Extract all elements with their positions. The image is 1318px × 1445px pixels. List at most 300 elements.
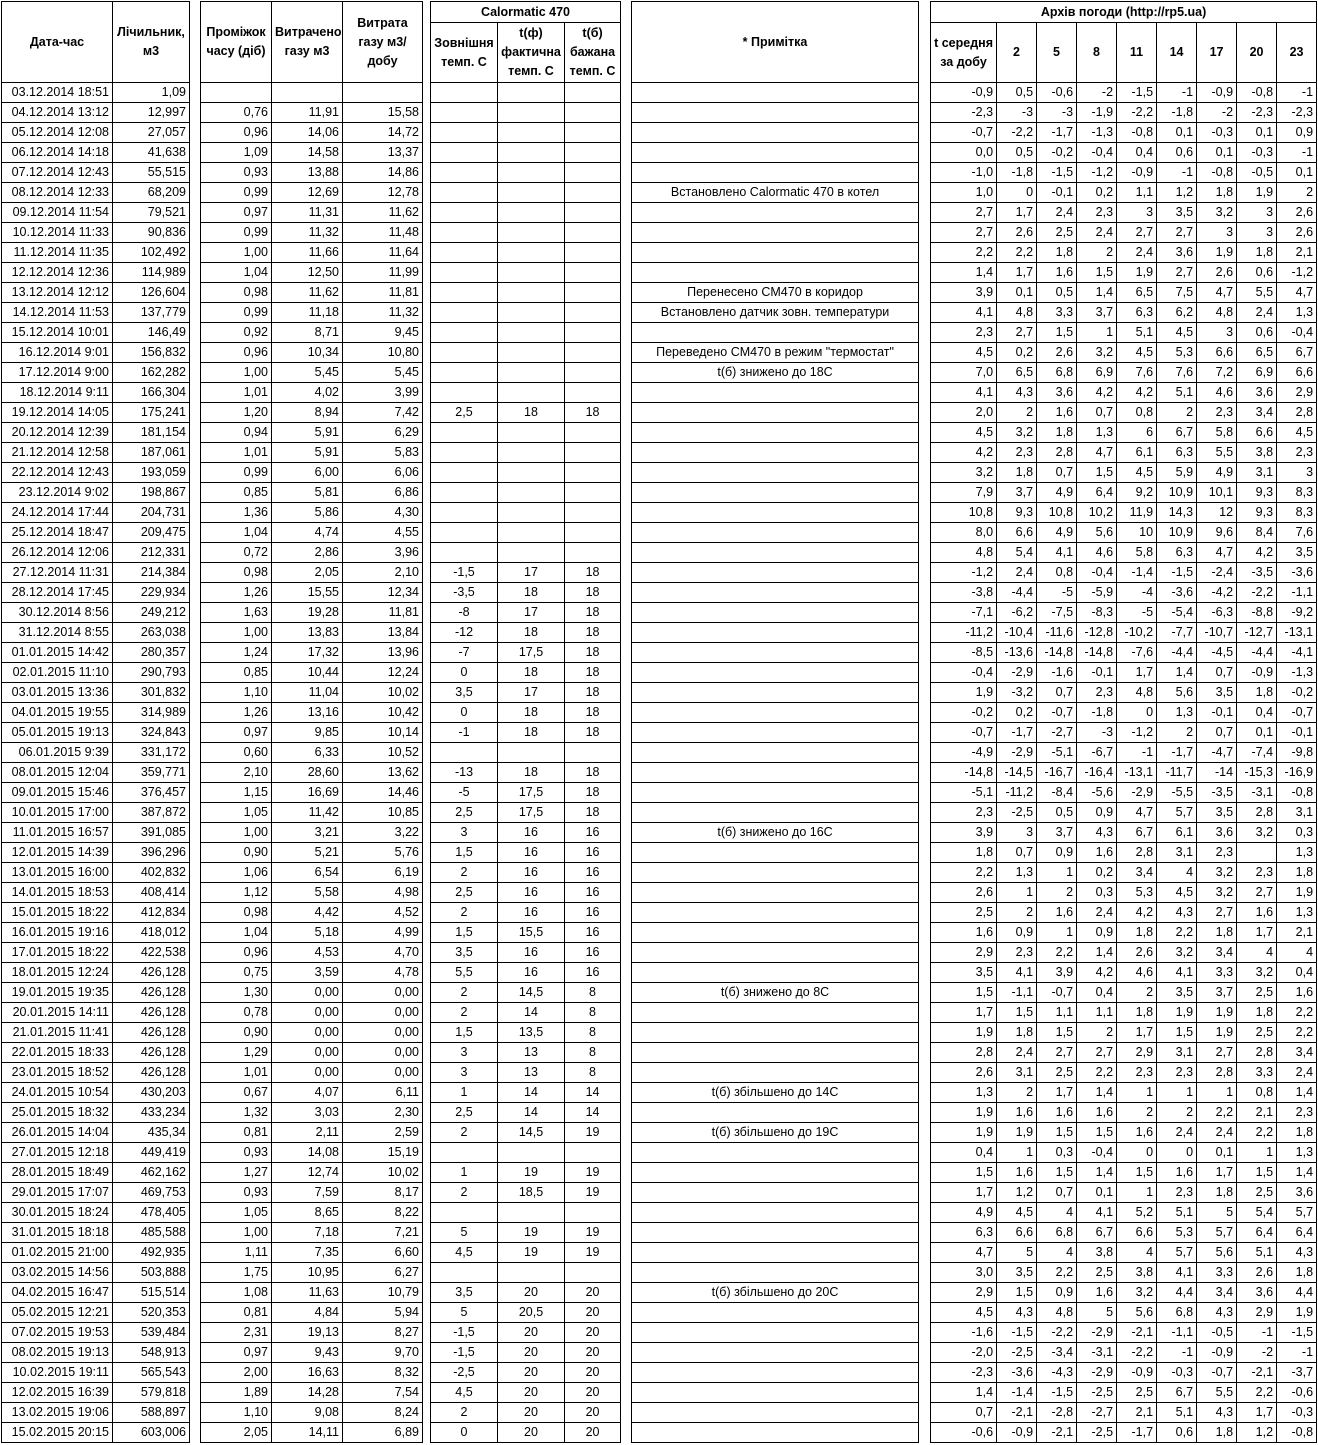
avg-temp-cell: 3,5 (931, 963, 997, 983)
spacer-cell (621, 563, 632, 583)
hour-temp-cell: -2,5 (997, 1343, 1037, 1363)
actual-temp-cell (498, 143, 565, 163)
rate-cell: 6,89 (343, 1423, 423, 1443)
hour-temp-cell: 0,6 (1237, 323, 1277, 343)
desired-temp-cell: 19 (565, 1163, 621, 1183)
header-hour: 11 (1117, 23, 1157, 83)
hour-temp-cell: 6,6 (1237, 423, 1277, 443)
outside-temp-cell: 0 (431, 1423, 498, 1443)
interval-cell: 1,36 (201, 503, 272, 523)
actual-temp-cell (498, 543, 565, 563)
meter-cell: 426,128 (113, 1063, 190, 1083)
spacer-cell (190, 323, 201, 343)
rate-cell: 14,46 (343, 783, 423, 803)
meter-cell: 503,888 (113, 1263, 190, 1283)
hour-temp-cell: 0,1 (1237, 723, 1277, 743)
hour-temp-cell: 1,6 (1117, 1123, 1157, 1143)
hour-temp-cell: 6,4 (1277, 1223, 1317, 1243)
hour-temp-cell: 3,2 (1197, 863, 1237, 883)
hour-temp-cell: 5 (997, 1243, 1037, 1263)
hour-temp-cell: -14 (1197, 763, 1237, 783)
hour-temp-cell: 3,3 (1237, 1063, 1277, 1083)
hour-temp-cell: -2,4 (1197, 563, 1237, 583)
hour-temp-cell: -4,4 (1157, 643, 1197, 663)
hour-temp-cell: 0,6 (1157, 143, 1197, 163)
hour-temp-cell: 0,7 (1037, 683, 1077, 703)
desired-temp-cell: 20 (565, 1423, 621, 1443)
meter-cell: 146,49 (113, 323, 190, 343)
used-cell: 11,42 (272, 803, 343, 823)
spacer-cell (190, 303, 201, 323)
rate-cell: 12,34 (343, 583, 423, 603)
note-cell (632, 423, 919, 443)
spacer-cell (423, 1183, 431, 1203)
rate-cell: 7,42 (343, 403, 423, 423)
hour-temp-cell: -3,5 (1197, 783, 1237, 803)
table-row (2, 223, 1317, 243)
avg-temp-cell: -2,3 (931, 1363, 997, 1383)
spacer-cell (919, 523, 931, 543)
spacer-cell (423, 723, 431, 743)
desired-temp-cell (565, 183, 621, 203)
hour-temp-cell: 5,3 (1117, 883, 1157, 903)
spacer-cell (621, 323, 632, 343)
hour-temp-cell: 2,3 (1077, 683, 1117, 703)
used-cell: 4,84 (272, 1303, 343, 1323)
interval-cell: 1,20 (201, 403, 272, 423)
hour-temp-cell: 4,9 (1037, 483, 1077, 503)
spacer-cell (621, 163, 632, 183)
hour-temp-cell: 1,7 (1197, 1163, 1237, 1183)
spacer-cell (621, 763, 632, 783)
meter-cell: 478,405 (113, 1203, 190, 1223)
hour-temp-cell: -7,4 (1237, 743, 1277, 763)
hour-temp-cell: 4 (1037, 1203, 1077, 1223)
actual-temp-cell: 17,5 (498, 643, 565, 663)
note-cell (632, 483, 919, 503)
hour-temp-cell: -0,4 (1077, 143, 1117, 163)
hour-temp-cell: -2,9 (1077, 1363, 1117, 1383)
hour-temp-cell: -0,6 (1277, 1383, 1317, 1403)
spacer-cell (423, 1323, 431, 1343)
avg-temp-cell: 0,7 (931, 1403, 997, 1423)
hour-temp-cell: 1,5 (1037, 1123, 1077, 1143)
datetime-cell: 15.01.2015 18:22 (2, 903, 113, 923)
spacer-cell (423, 363, 431, 383)
spacer-cell (423, 883, 431, 903)
spacer-cell (621, 1223, 632, 1243)
avg-temp-cell: 2,8 (931, 1043, 997, 1063)
spacer-cell (190, 883, 201, 903)
spacer-cell (919, 883, 931, 903)
note-cell (632, 843, 919, 863)
spacer-cell (919, 1403, 931, 1423)
hour-temp-cell: 2,3 (1157, 1063, 1197, 1083)
hour-temp-cell: 2 (1077, 243, 1117, 263)
hour-temp-cell: 3,4 (1197, 943, 1237, 963)
spacer-cell (919, 543, 931, 563)
hour-temp-cell: -4,4 (997, 583, 1037, 603)
spacer-cell (190, 643, 201, 663)
outside-temp-cell (431, 263, 498, 283)
avg-temp-cell: 1,5 (931, 983, 997, 1003)
avg-temp-cell: 1,7 (931, 1003, 997, 1023)
hour-temp-cell: 2,2 (1237, 1383, 1277, 1403)
desired-temp-cell: 16 (565, 943, 621, 963)
table-row (2, 623, 1317, 643)
spacer-cell (621, 203, 632, 223)
hour-temp-cell: 0,5 (997, 83, 1037, 103)
hour-temp-cell: 2 (1117, 983, 1157, 1003)
table-row (2, 83, 1317, 103)
avg-temp-cell: -2,0 (931, 1343, 997, 1363)
meter-cell: 359,771 (113, 763, 190, 783)
spacer-cell (621, 983, 632, 1003)
spacer-cell (423, 1283, 431, 1303)
spacer-cell (423, 1043, 431, 1063)
spacer-cell (190, 363, 201, 383)
rate-cell: 4,70 (343, 943, 423, 963)
interval-cell: 0,98 (201, 563, 272, 583)
hour-temp-cell: 4,6 (1117, 963, 1157, 983)
hour-temp-cell: 0,4 (1077, 983, 1117, 1003)
hour-temp-cell: -2,2 (997, 123, 1037, 143)
hour-temp-cell: 2,3 (1117, 1063, 1157, 1083)
desired-temp-cell (565, 1263, 621, 1283)
spacer-cell (423, 1003, 431, 1023)
hour-temp-cell: 1,8 (1117, 1003, 1157, 1023)
spacer-cell (919, 1123, 931, 1143)
table-row (2, 1183, 1317, 1203)
hour-temp-cell: 2,8 (1117, 843, 1157, 863)
hour-temp-cell: 2,2 (1037, 943, 1077, 963)
header-rate: Витрата газу м3/добу (343, 2, 423, 83)
hour-temp-cell: 1,4 (1077, 1163, 1117, 1183)
spacer-cell (190, 1003, 201, 1023)
spacer-cell (190, 1323, 201, 1343)
spacer-cell (190, 903, 201, 923)
note-cell (632, 723, 919, 743)
hour-temp-cell: 8,4 (1237, 523, 1277, 543)
spacer-cell (423, 563, 431, 583)
outside-temp-cell: -13 (431, 763, 498, 783)
outside-temp-cell: 2,5 (431, 883, 498, 903)
hour-temp-cell: 1,6 (1037, 903, 1077, 923)
desired-temp-cell: 8 (565, 1023, 621, 1043)
note-cell (632, 943, 919, 963)
header-hour: 20 (1237, 23, 1277, 83)
meter-cell: 426,128 (113, 1023, 190, 1043)
used-cell: 8,65 (272, 1203, 343, 1223)
meter-cell: 290,793 (113, 663, 190, 683)
outside-temp-cell: 2 (431, 903, 498, 923)
hour-temp-cell: -5 (1117, 603, 1157, 623)
hour-temp-cell: -1,8 (1077, 703, 1117, 723)
datetime-cell: 02.01.2015 11:10 (2, 663, 113, 683)
hour-temp-cell: 6,3 (1157, 443, 1197, 463)
note-cell (632, 263, 919, 283)
hour-temp-cell: 4,3 (1077, 823, 1117, 843)
hour-temp-cell: -3,7 (1277, 1363, 1317, 1383)
table-row (2, 423, 1317, 443)
hour-temp-cell: 1,8 (1117, 923, 1157, 943)
note-cell (632, 1203, 919, 1223)
hour-temp-cell: 4,3 (997, 1303, 1037, 1323)
header-hour: 23 (1277, 23, 1317, 83)
used-cell: 11,32 (272, 223, 343, 243)
hour-temp-cell: 1,1 (1117, 183, 1157, 203)
outside-temp-cell: 4,5 (431, 1383, 498, 1403)
hour-temp-cell: 1,8 (1197, 183, 1237, 203)
rate-cell: 5,83 (343, 443, 423, 463)
hour-temp-cell: -0,9 (1197, 83, 1237, 103)
spacer-cell (919, 463, 931, 483)
hour-temp-cell: 5,1 (1117, 323, 1157, 343)
desired-temp-cell (565, 423, 621, 443)
rate-cell: 6,29 (343, 423, 423, 443)
hour-temp-cell: 6,6 (1197, 343, 1237, 363)
interval-cell: 0,99 (201, 223, 272, 243)
hour-temp-cell: 4,3 (1197, 1303, 1237, 1323)
spacer-cell (621, 663, 632, 683)
spacer-cell (919, 703, 931, 723)
hour-temp-cell: 0,7 (997, 843, 1037, 863)
table-row (2, 1263, 1317, 1283)
hour-temp-cell: -11,6 (1037, 623, 1077, 643)
hour-temp-cell: 6,7 (1277, 343, 1317, 363)
spacer-cell (919, 1183, 931, 1203)
spacer-cell (423, 1123, 431, 1143)
actual-temp-cell (498, 103, 565, 123)
table-row (2, 1303, 1317, 1323)
desired-temp-cell: 16 (565, 903, 621, 923)
interval-cell: 0,99 (201, 183, 272, 203)
hour-temp-cell: -0,3 (1197, 123, 1237, 143)
outside-temp-cell: -12 (431, 623, 498, 643)
spacer-cell (621, 123, 632, 143)
rate-cell: 10,02 (343, 683, 423, 703)
spacer-cell (919, 1363, 931, 1383)
avg-temp-cell: 3,2 (931, 463, 997, 483)
actual-temp-cell: 20 (498, 1423, 565, 1443)
spacer-cell (919, 163, 931, 183)
desired-temp-cell: 20 (565, 1383, 621, 1403)
spacer-cell (919, 343, 931, 363)
spacer-cell (423, 1223, 431, 1243)
spacer-cell (621, 463, 632, 483)
hour-temp-cell: 2,3 (1277, 443, 1317, 463)
spacer-cell (190, 503, 201, 523)
outside-temp-cell: -1 (431, 723, 498, 743)
hour-temp-cell: -1,8 (997, 163, 1037, 183)
note-cell: Переведено CM470 в режим "термостат" (632, 343, 919, 363)
interval-cell: 1,75 (201, 1263, 272, 1283)
meter-cell: 402,832 (113, 863, 190, 883)
outside-temp-cell (431, 283, 498, 303)
actual-temp-cell (498, 1263, 565, 1283)
hour-temp-cell: -10,2 (1117, 623, 1157, 643)
avg-temp-cell: 4,9 (931, 1203, 997, 1223)
desired-temp-cell (565, 743, 621, 763)
hour-temp-cell: 3,7 (997, 483, 1037, 503)
hour-temp-cell: -0,4 (1077, 563, 1117, 583)
note-cell (632, 1383, 919, 1403)
table-row (2, 763, 1317, 783)
spacer-cell (621, 83, 632, 103)
spacer-cell (190, 1403, 201, 1423)
hour-temp-cell: -6,2 (997, 603, 1037, 623)
desired-temp-cell: 8 (565, 1003, 621, 1023)
actual-temp-cell: 18 (498, 703, 565, 723)
note-cell (632, 1103, 919, 1123)
hour-temp-cell: 6,5 (1117, 283, 1157, 303)
hour-temp-cell: 6 (1117, 423, 1157, 443)
spacer-cell (190, 703, 201, 723)
actual-temp-cell (498, 523, 565, 543)
avg-temp-cell: 4,5 (931, 343, 997, 363)
spacer-cell (190, 983, 201, 1003)
used-cell: 7,18 (272, 1223, 343, 1243)
spacer-cell (621, 483, 632, 503)
hour-temp-cell: 2 (1157, 723, 1197, 743)
header-calormatic-group: Calormatic 470 (431, 2, 621, 23)
spacer-cell (621, 1403, 632, 1423)
spacer-cell (190, 463, 201, 483)
spacer-cell (919, 763, 931, 783)
datetime-cell: 21.12.2014 12:58 (2, 443, 113, 463)
meter-cell: 214,384 (113, 563, 190, 583)
table-row (2, 843, 1317, 863)
actual-temp-cell (498, 463, 565, 483)
datetime-cell: 09.12.2014 11:54 (2, 203, 113, 223)
hour-temp-cell: 3,8 (1237, 443, 1277, 463)
spacer-cell (621, 423, 632, 443)
desired-temp-cell: 8 (565, 983, 621, 1003)
spacer-cell (190, 1363, 201, 1383)
used-cell: 28,60 (272, 763, 343, 783)
rate-cell: 13,84 (343, 623, 423, 643)
header-interval: Проміжок часу (діб) (201, 2, 272, 83)
hour-temp-cell: 1,8 (1237, 1003, 1277, 1023)
used-cell: 7,59 (272, 1183, 343, 1203)
meter-cell: 430,203 (113, 1083, 190, 1103)
hour-temp-cell: 3,4 (1197, 1283, 1237, 1303)
avg-temp-cell: -0,2 (931, 703, 997, 723)
rate-cell: 0,00 (343, 1043, 423, 1063)
spacer-cell (919, 603, 931, 623)
used-cell: 8,94 (272, 403, 343, 423)
spacer-cell (621, 1383, 632, 1403)
datetime-cell: 13.12.2014 12:12 (2, 283, 113, 303)
note-cell (632, 503, 919, 523)
avg-temp-cell: 0,4 (931, 1143, 997, 1163)
actual-temp-cell (498, 243, 565, 263)
hour-temp-cell: 6,8 (1037, 363, 1077, 383)
used-cell: 4,07 (272, 1083, 343, 1103)
spacer-cell (190, 763, 201, 783)
avg-temp-cell: 4,7 (931, 1243, 997, 1263)
table-row (2, 103, 1317, 123)
hour-temp-cell: 5,3 (1157, 343, 1197, 363)
actual-temp-cell: 18 (498, 723, 565, 743)
used-cell: 19,13 (272, 1323, 343, 1343)
hour-temp-cell: 2,5 (1077, 1263, 1117, 1283)
actual-temp-cell: 17 (498, 563, 565, 583)
outside-temp-cell: 2 (431, 983, 498, 1003)
actual-temp-cell: 16 (498, 883, 565, 903)
spacer-cell (919, 263, 931, 283)
note-cell (632, 143, 919, 163)
desired-temp-cell: 19 (565, 1223, 621, 1243)
interval-cell: 1,00 (201, 823, 272, 843)
desired-temp-cell: 18 (565, 723, 621, 743)
hour-temp-cell: 4,5 (1157, 883, 1197, 903)
hour-temp-cell: -16,4 (1077, 763, 1117, 783)
spacer-cell (423, 1403, 431, 1423)
spacer-cell (190, 843, 201, 863)
hour-temp-cell: 10,9 (1157, 523, 1197, 543)
spacer-cell (919, 1223, 931, 1243)
used-cell: 15,55 (272, 583, 343, 603)
hour-temp-cell: 1,7 (1237, 1403, 1277, 1423)
spacer-cell (423, 1143, 431, 1163)
table-row (2, 563, 1317, 583)
hour-temp-cell: -4,5 (1197, 643, 1237, 663)
spacer-cell (423, 303, 431, 323)
actual-temp-cell: 20 (498, 1403, 565, 1423)
outside-temp-cell: 0 (431, 663, 498, 683)
hour-temp-cell: -0,5 (1237, 163, 1277, 183)
avg-temp-cell: -0,7 (931, 723, 997, 743)
table-row (2, 1203, 1317, 1223)
spacer-cell (423, 523, 431, 543)
desired-temp-cell (565, 383, 621, 403)
spacer-cell (621, 1163, 632, 1183)
interval-cell: 0,60 (201, 743, 272, 763)
avg-temp-cell: 6,3 (931, 1223, 997, 1243)
hour-temp-cell: 0,1 (997, 283, 1037, 303)
meter-cell: 41,638 (113, 143, 190, 163)
meter-cell: 539,484 (113, 1323, 190, 1343)
hour-temp-cell: 0,9 (1277, 123, 1317, 143)
hour-temp-cell: 2,5 (1237, 1183, 1277, 1203)
hour-temp-cell: 3,1 (1157, 1043, 1197, 1063)
hour-temp-cell: 9,2 (1117, 483, 1157, 503)
actual-temp-cell (498, 343, 565, 363)
datetime-cell: 31.12.2014 8:55 (2, 623, 113, 643)
hour-temp-cell: 1,9 (1197, 1023, 1237, 1043)
spacer-cell (919, 1423, 931, 1443)
used-cell: 17,32 (272, 643, 343, 663)
rate-cell: 0,00 (343, 1063, 423, 1083)
avg-temp-cell: 10,8 (931, 503, 997, 523)
spacer-cell (190, 223, 201, 243)
header-hour: 14 (1157, 23, 1197, 83)
hour-temp-cell: -5 (1037, 583, 1077, 603)
avg-temp-cell: 2,2 (931, 243, 997, 263)
datetime-cell: 03.01.2015 13:36 (2, 683, 113, 703)
table-row (2, 643, 1317, 663)
spacer-cell (919, 1103, 931, 1123)
rate-cell: 3,96 (343, 543, 423, 563)
note-cell (632, 1143, 919, 1163)
interval-cell: 1,63 (201, 603, 272, 623)
datetime-cell: 22.01.2015 18:33 (2, 1043, 113, 1063)
spacer-cell (190, 443, 201, 463)
used-cell: 5,91 (272, 443, 343, 463)
table-row (2, 1383, 1317, 1403)
spacer-cell (621, 1263, 632, 1283)
